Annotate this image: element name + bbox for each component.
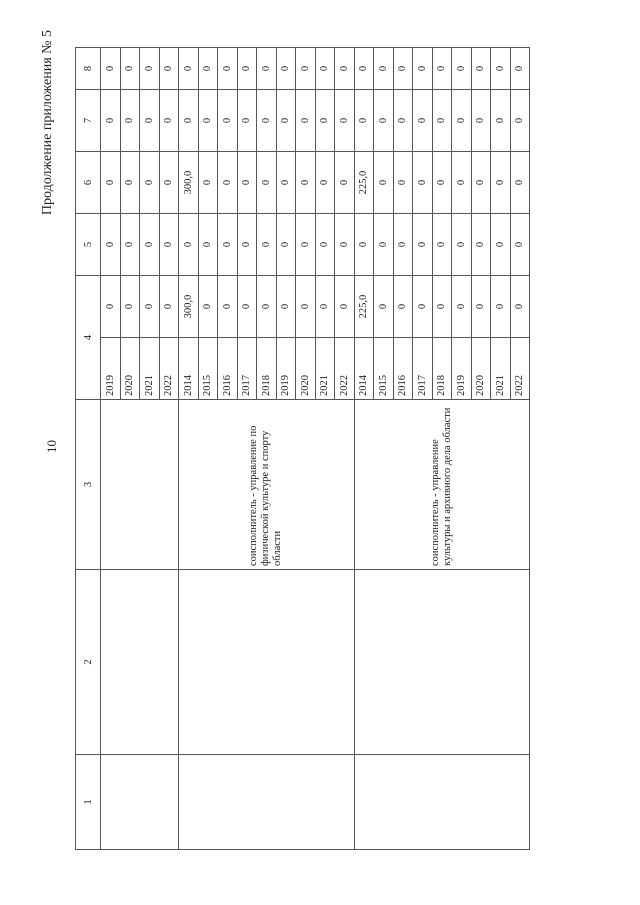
value-cell: 0 [393, 214, 413, 276]
value-cell: 0 [296, 90, 316, 152]
value-cell: 0 [120, 214, 140, 276]
year-cell: 2015 [198, 338, 218, 400]
description-cell: соисполнитель - управление по физической культуре и спорту области [179, 400, 355, 570]
year-cell: 2014 [179, 338, 199, 400]
value-cell: 0 [296, 48, 316, 90]
year-cell: 2020 [120, 338, 140, 400]
value-cell: 0 [432, 152, 452, 214]
column-header: 7 [76, 90, 101, 152]
value-cell: 0 [335, 152, 355, 214]
value-cell: 0 [510, 48, 530, 90]
year-cell: 2020 [471, 338, 491, 400]
year-cell: 2015 [374, 338, 394, 400]
value-cell: 0 [198, 152, 218, 214]
table-row [179, 48, 199, 850]
table-header-row [76, 48, 101, 850]
budget-table [75, 47, 530, 850]
value-cell: 0 [257, 90, 277, 152]
value-cell: 0 [179, 48, 199, 90]
value-cell: 0 [491, 48, 511, 90]
value-cell: 0 [393, 48, 413, 90]
year-cell: 2019 [276, 338, 296, 400]
table-row [101, 48, 121, 850]
year-cell: 2019 [452, 338, 472, 400]
value-cell: 0 [335, 48, 355, 90]
value-cell: 0 [120, 48, 140, 90]
value-cell: 0 [471, 152, 491, 214]
value-cell: 0 [276, 90, 296, 152]
value-cell: 0 [101, 152, 121, 214]
value-cell: 0 [159, 48, 179, 90]
value-cell: 300,0 [179, 276, 199, 338]
year-cell: 2018 [432, 338, 452, 400]
value-cell: 0 [198, 214, 218, 276]
description-cell: соисполнитель - управление культуры и архивного дела области [354, 400, 530, 570]
year-cell: 2014 [354, 338, 374, 400]
value-cell: 0 [510, 90, 530, 152]
value-cell: 0 [471, 214, 491, 276]
column-header: 3 [76, 400, 101, 570]
value-cell: 0 [510, 214, 530, 276]
value-cell: 0 [335, 90, 355, 152]
value-cell: 0 [140, 48, 160, 90]
value-cell: 0 [159, 152, 179, 214]
value-cell: 0 [296, 214, 316, 276]
year-cell: 2017 [237, 338, 257, 400]
value-cell: 0 [374, 90, 394, 152]
value-cell: 0 [179, 214, 199, 276]
year-cell: 2022 [510, 338, 530, 400]
column-header: 6 [76, 152, 101, 214]
value-cell: 0 [510, 152, 530, 214]
col1-cell [354, 755, 530, 850]
value-cell: 0 [140, 214, 160, 276]
value-cell: 0 [101, 48, 121, 90]
value-cell: 0 [237, 152, 257, 214]
value-cell: 0 [452, 90, 472, 152]
value-cell: 0 [393, 90, 413, 152]
column-header: 5 [76, 214, 101, 276]
value-cell: 0 [471, 48, 491, 90]
value-cell: 0 [120, 152, 140, 214]
value-cell: 0 [257, 276, 277, 338]
col2-cell [101, 570, 179, 755]
value-cell: 0 [218, 214, 238, 276]
column-header: 2 [76, 570, 101, 755]
page-number: 10 [44, 440, 59, 453]
value-cell: 0 [452, 152, 472, 214]
value-cell: 0 [237, 214, 257, 276]
value-cell: 0 [218, 152, 238, 214]
value-cell: 0 [198, 48, 218, 90]
value-cell: 0 [374, 276, 394, 338]
value-cell: 0 [471, 276, 491, 338]
value-cell: 0 [198, 90, 218, 152]
year-cell: 2016 [393, 338, 413, 400]
value-cell: 0 [393, 152, 413, 214]
value-cell: 0 [276, 276, 296, 338]
value-cell: 0 [510, 276, 530, 338]
value-cell: 225,0 [354, 152, 374, 214]
value-cell: 0 [393, 276, 413, 338]
value-cell: 0 [491, 276, 511, 338]
value-cell: 0 [335, 276, 355, 338]
year-cell: 2018 [257, 338, 277, 400]
year-cell: 2021 [491, 338, 511, 400]
value-cell: 0 [120, 276, 140, 338]
value-cell: 0 [432, 276, 452, 338]
value-cell: 0 [237, 48, 257, 90]
value-cell: 0 [374, 152, 394, 214]
value-cell: 0 [218, 48, 238, 90]
value-cell: 0 [491, 214, 511, 276]
value-cell: 0 [218, 276, 238, 338]
value-cell: 0 [491, 152, 511, 214]
value-cell: 0 [101, 276, 121, 338]
value-cell: 0 [179, 90, 199, 152]
description-cell [101, 400, 179, 570]
year-cell: 2021 [140, 338, 160, 400]
value-cell: 0 [218, 90, 238, 152]
year-cell: 2022 [335, 338, 355, 400]
value-cell: 0 [120, 90, 140, 152]
value-cell: 0 [257, 48, 277, 90]
value-cell: 0 [315, 152, 335, 214]
value-cell: 300,0 [179, 152, 199, 214]
value-cell: 225,0 [354, 276, 374, 338]
value-cell: 0 [491, 90, 511, 152]
appendix-caption: Продолжение приложения № 5 [40, 30, 55, 216]
value-cell: 0 [140, 90, 160, 152]
col2-cell [354, 570, 530, 755]
year-cell: 2016 [218, 338, 238, 400]
value-cell: 0 [432, 214, 452, 276]
value-cell: 0 [198, 276, 218, 338]
value-cell: 0 [354, 48, 374, 90]
value-cell: 0 [315, 276, 335, 338]
value-cell: 0 [471, 90, 491, 152]
year-cell: 2017 [413, 338, 433, 400]
value-cell: 0 [354, 214, 374, 276]
year-cell: 2022 [159, 338, 179, 400]
value-cell: 0 [452, 48, 472, 90]
value-cell: 0 [296, 276, 316, 338]
value-cell: 0 [413, 90, 433, 152]
value-cell: 0 [432, 90, 452, 152]
value-cell: 0 [452, 214, 472, 276]
col2-cell [179, 570, 355, 755]
value-cell: 0 [237, 276, 257, 338]
value-cell: 0 [237, 90, 257, 152]
value-cell: 0 [276, 48, 296, 90]
year-cell: 2021 [315, 338, 335, 400]
value-cell: 0 [335, 214, 355, 276]
value-cell: 0 [413, 214, 433, 276]
value-cell: 0 [315, 48, 335, 90]
year-cell: 2019 [101, 338, 121, 400]
column-header: 4 [76, 276, 101, 400]
value-cell: 0 [452, 276, 472, 338]
value-cell: 0 [413, 48, 433, 90]
table-body [101, 48, 530, 850]
value-cell: 0 [296, 152, 316, 214]
value-cell: 0 [432, 48, 452, 90]
value-cell: 0 [159, 90, 179, 152]
value-cell: 0 [276, 214, 296, 276]
value-cell: 0 [413, 276, 433, 338]
column-header: 1 [76, 755, 101, 850]
value-cell: 0 [257, 152, 277, 214]
value-cell: 0 [354, 90, 374, 152]
value-cell: 0 [315, 90, 335, 152]
value-cell: 0 [140, 276, 160, 338]
value-cell: 0 [101, 214, 121, 276]
column-header: 8 [76, 48, 101, 90]
year-cell: 2020 [296, 338, 316, 400]
value-cell: 0 [140, 152, 160, 214]
value-cell: 0 [276, 152, 296, 214]
col1-cell [101, 755, 179, 850]
col1-cell [179, 755, 355, 850]
value-cell: 0 [374, 48, 394, 90]
table-row [354, 48, 374, 850]
value-cell: 0 [315, 214, 335, 276]
value-cell: 0 [159, 276, 179, 338]
value-cell: 0 [257, 214, 277, 276]
value-cell: 0 [101, 90, 121, 152]
value-cell: 0 [374, 214, 394, 276]
value-cell: 0 [159, 214, 179, 276]
value-cell: 0 [413, 152, 433, 214]
